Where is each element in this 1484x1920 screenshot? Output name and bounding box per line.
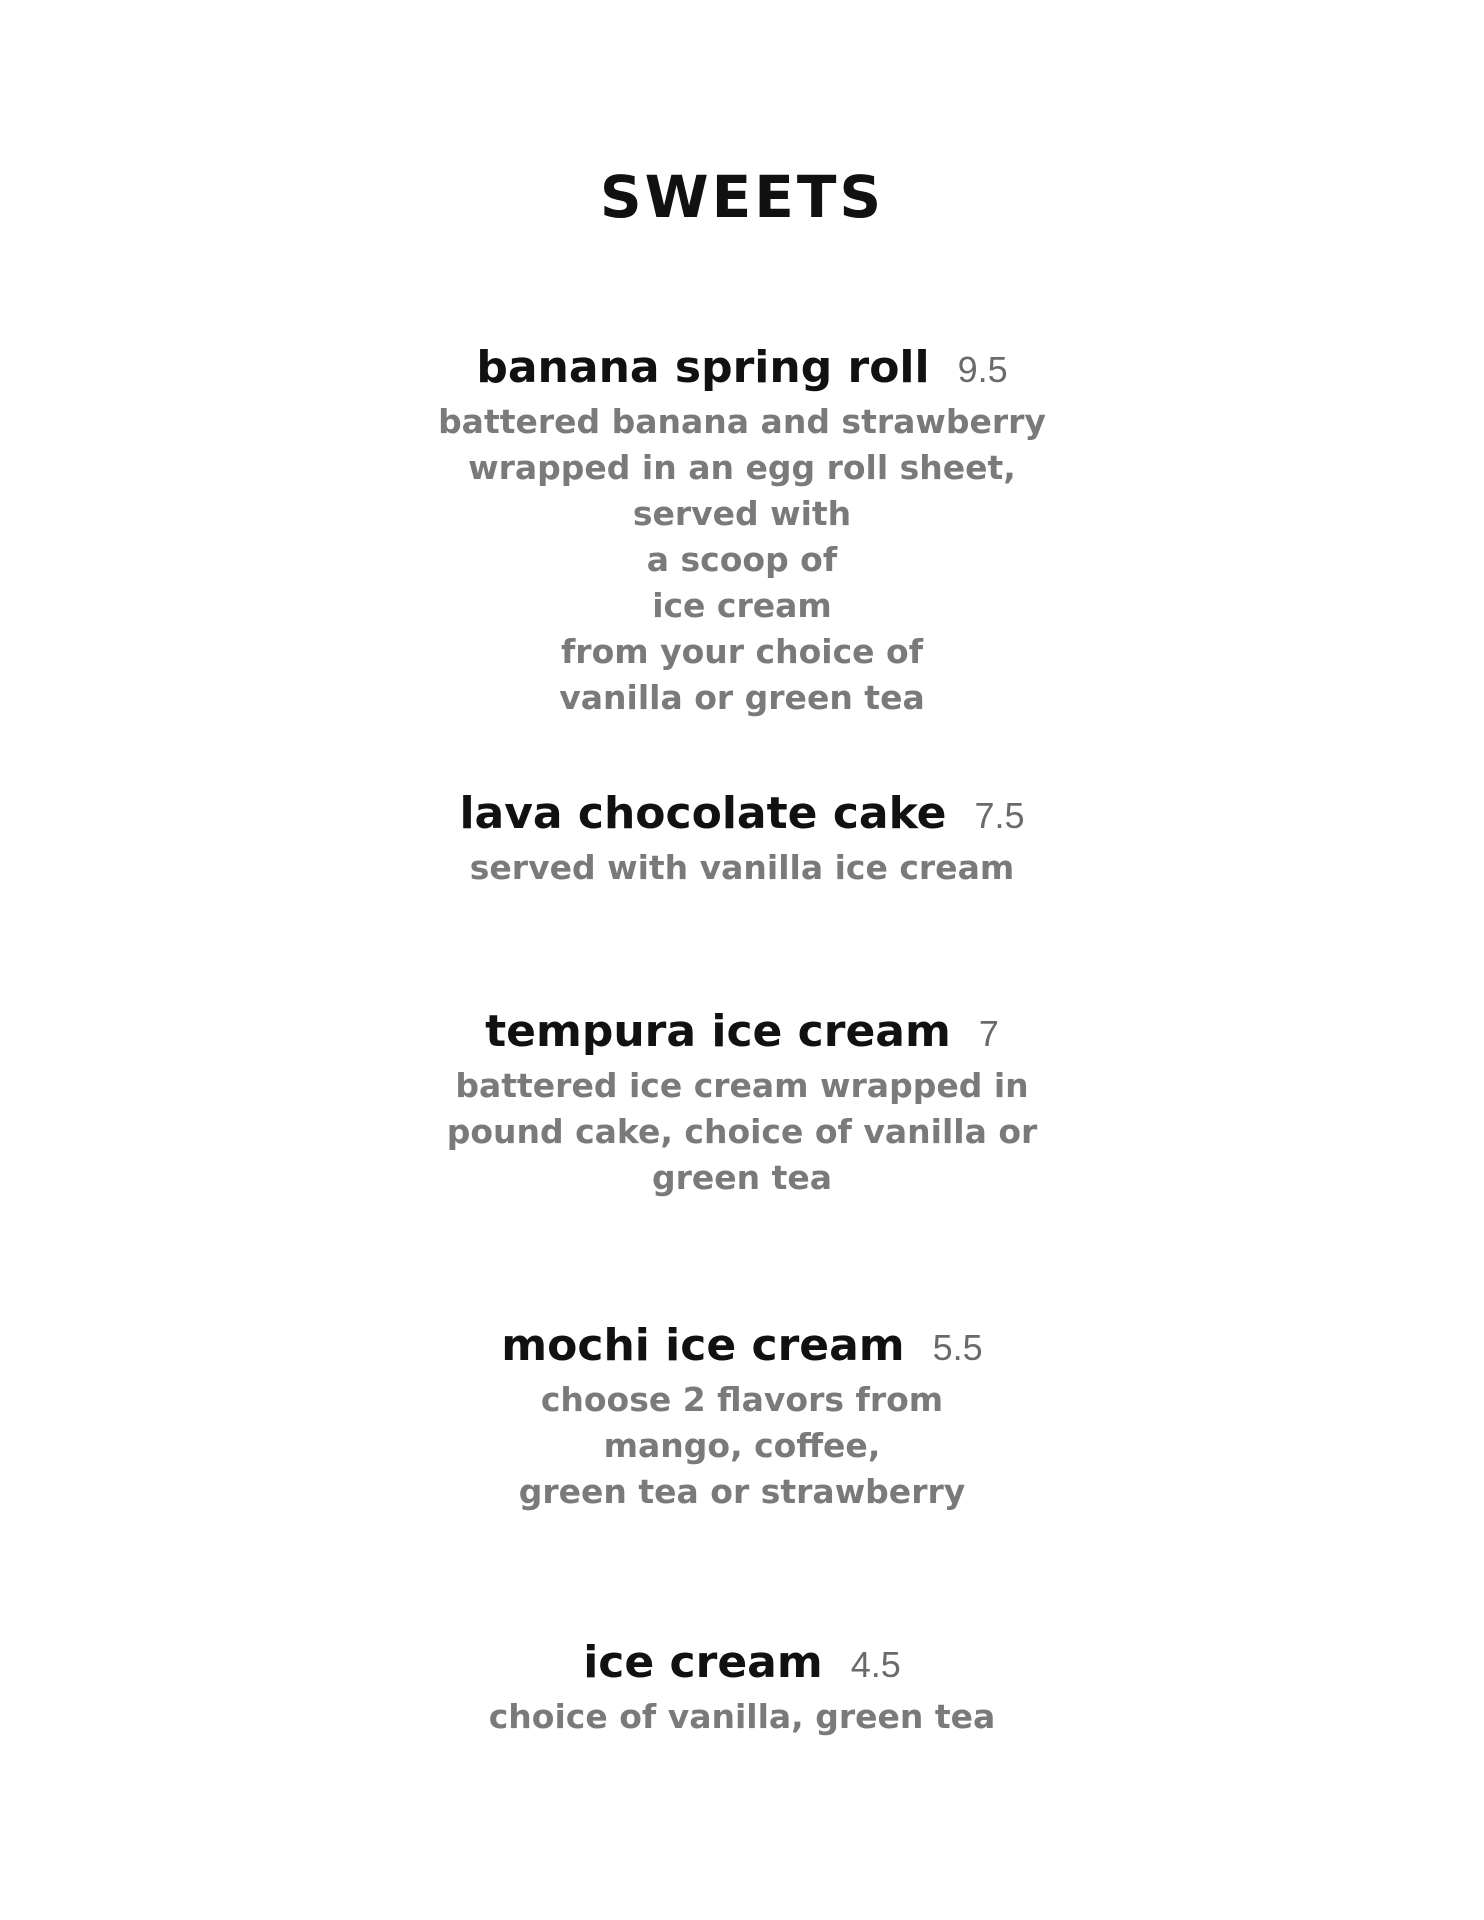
description-line: vanilla or green tea xyxy=(559,677,925,717)
item-name: mochi ice cream xyxy=(501,1320,905,1371)
item-description xyxy=(0,399,1484,721)
item-header xyxy=(0,342,1484,395)
item-description xyxy=(0,1694,1484,1740)
description-line: ice cream xyxy=(652,585,832,625)
item-name: lava chocolate cake xyxy=(459,788,947,839)
description-line: served with vanilla ice cream xyxy=(469,847,1015,887)
item-price: 9.5 xyxy=(957,349,1008,390)
item-description xyxy=(0,1063,1484,1201)
item-header xyxy=(0,1637,1484,1690)
description-line: choice of vanilla, green tea xyxy=(488,1696,996,1736)
item-price: 7 xyxy=(978,1013,999,1054)
description-line: battered ice cream wrapped in xyxy=(455,1065,1029,1105)
description-line: pound cake, choice of vanilla or xyxy=(446,1111,1038,1151)
description-line: from your choice of xyxy=(560,631,924,671)
description-line: mango, coffee, xyxy=(603,1425,881,1465)
item-name: banana spring roll xyxy=(476,342,930,393)
item-header xyxy=(0,1006,1484,1059)
description-line: battered banana and strawberry xyxy=(438,401,1046,441)
description-line: a scoop of xyxy=(646,539,838,579)
description-line: green tea xyxy=(651,1157,833,1197)
menu-item-ice-cream xyxy=(0,1637,1484,1740)
menu-item-tempura-ice-cream xyxy=(0,1006,1484,1201)
item-name: tempura ice cream xyxy=(485,1006,951,1057)
item-description xyxy=(0,845,1484,891)
menu-title: SWEETS xyxy=(599,163,885,231)
description-line: served with xyxy=(632,493,852,533)
item-header xyxy=(0,1320,1484,1373)
item-name: ice cream xyxy=(583,1637,823,1688)
menu-item-mochi-ice-cream xyxy=(0,1320,1484,1515)
description-line: green tea or strawberry xyxy=(518,1471,966,1511)
item-price: 7.5 xyxy=(974,795,1025,836)
item-description xyxy=(0,1377,1484,1515)
menu-item-banana-spring-roll xyxy=(0,342,1484,721)
item-header xyxy=(0,788,1484,841)
item-price: 5.5 xyxy=(932,1327,983,1368)
item-price: 4.5 xyxy=(850,1644,901,1685)
description-line: choose 2 flavors from xyxy=(540,1379,944,1419)
description-line: wrapped in an egg roll sheet, xyxy=(468,447,1016,487)
menu-item-lava-chocolate-cake xyxy=(0,788,1484,891)
